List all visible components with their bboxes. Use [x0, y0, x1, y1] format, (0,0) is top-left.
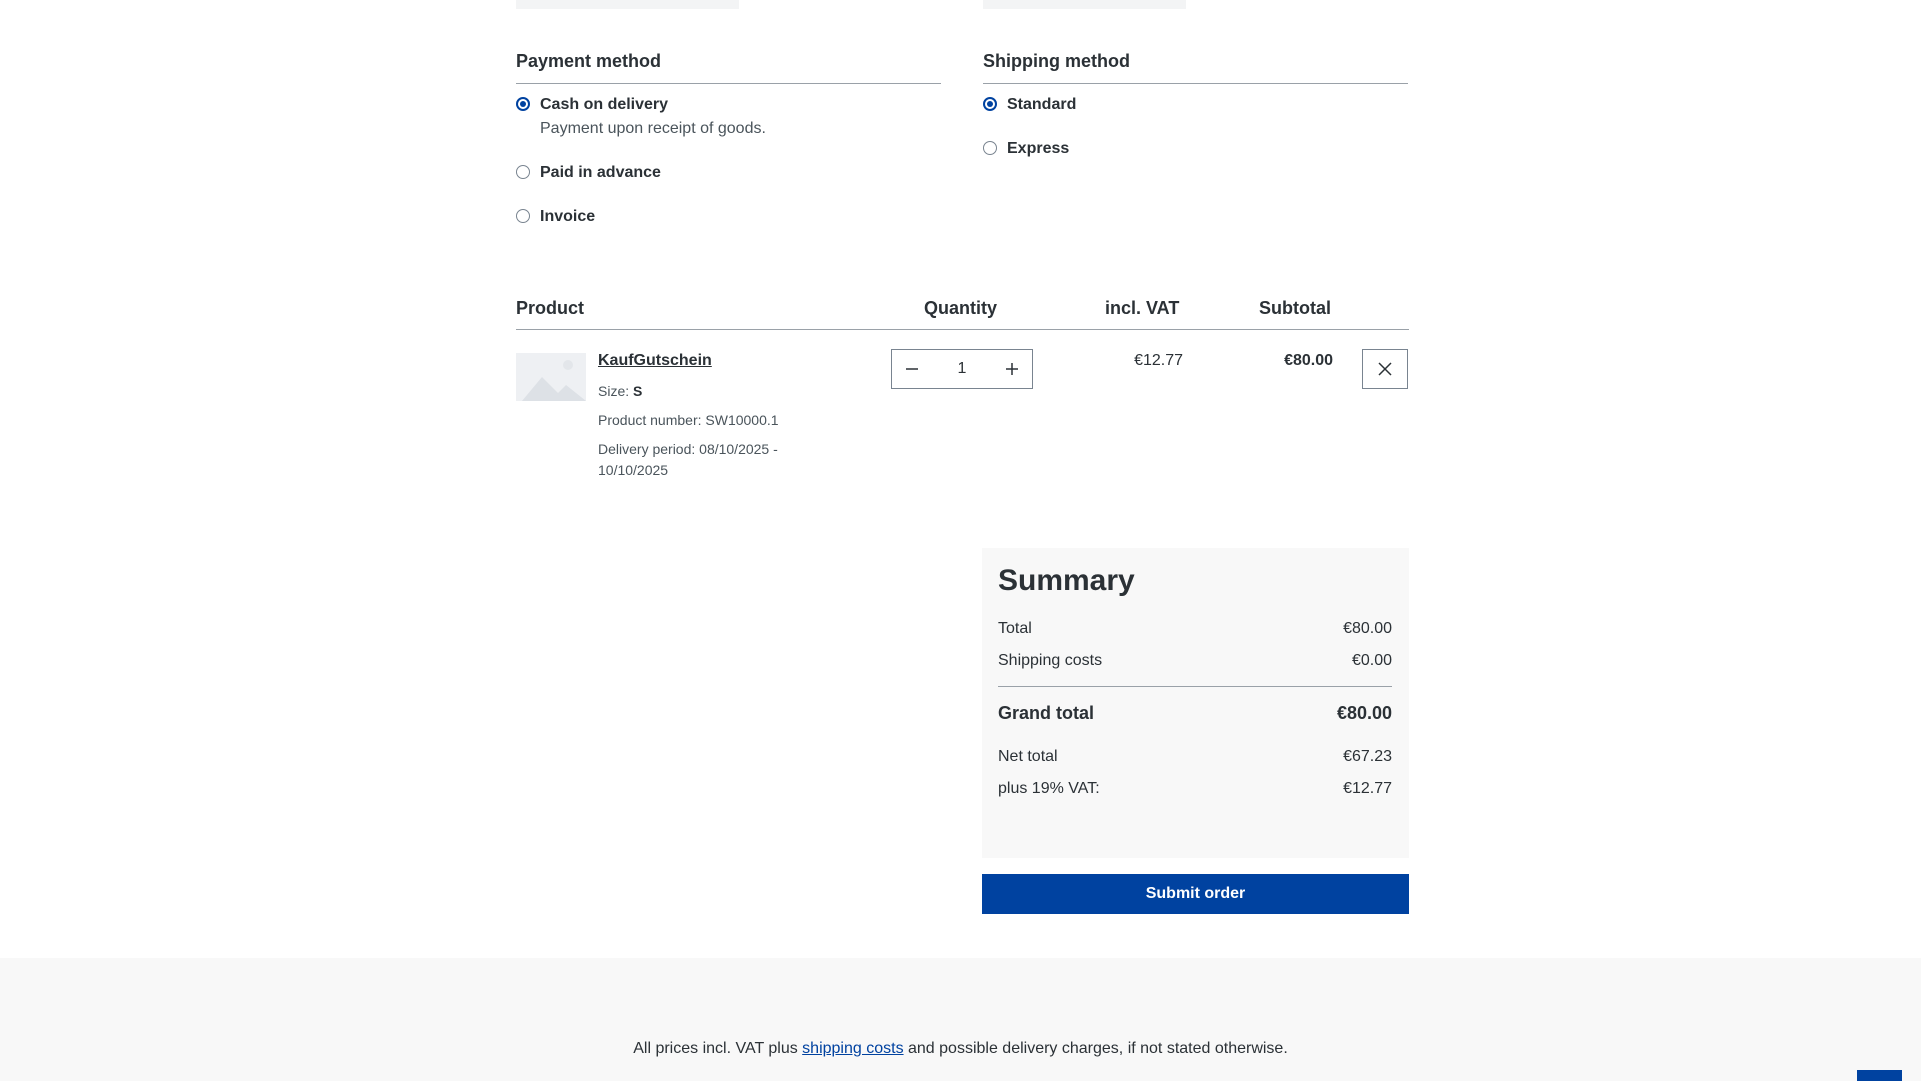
summary-vat-label: plus 19% VAT:: [998, 780, 1100, 797]
footer-text-prefix: All prices incl. VAT plus: [633, 1040, 803, 1057]
delivery-period-line: Delivery period: 08/10/2025 -: [598, 441, 778, 457]
header-vat: incl. VAT: [1105, 298, 1180, 318]
payment-option-label: Paid in advance: [540, 164, 661, 181]
delivery-period-line: 10/10/2025: [598, 462, 669, 478]
summary-vat-value: €12.77: [1343, 780, 1392, 797]
summary-vat-row: [998, 780, 1392, 798]
summary-total-value: €80.00: [1343, 620, 1392, 637]
quantity-value[interactable]: 1: [957, 360, 967, 377]
quantity-stepper[interactable]: [891, 349, 1033, 389]
header-product: Product: [516, 298, 585, 318]
scroll-to-top-button[interactable]: [1857, 1070, 1902, 1081]
image-placeholder-icon: [516, 353, 586, 401]
footer-text-suffix: and possible delivery charges, if not stated otherwise.: [903, 1040, 1288, 1057]
product-image-placeholder[interactable]: [516, 353, 586, 401]
item-subtotal: €80.00: [1284, 352, 1333, 369]
delivery-period: [598, 439, 778, 481]
product-size-value: S: [633, 383, 643, 399]
plus-icon: [1005, 362, 1019, 376]
payment-option-label: Invoice: [540, 208, 596, 225]
radio-express[interactable]: [983, 141, 997, 155]
product-number: Product number: SW10000.1: [598, 412, 779, 428]
summary-shipping-label: Shipping costs: [998, 652, 1103, 669]
summary-grand-total-value: €80.00: [1336, 703, 1392, 723]
product-size: [598, 381, 642, 402]
summary-panel: [982, 548, 1409, 858]
shipping-option-standard[interactable]: [983, 95, 1076, 115]
shipping-costs-link[interactable]: shipping costs: [802, 1040, 904, 1057]
radio-paid-in-advance[interactable]: [516, 165, 530, 179]
input-field-remnant-left: [516, 0, 739, 9]
radio-cash-on-delivery[interactable]: [516, 97, 530, 111]
minus-icon: [905, 362, 919, 376]
cart-header-divider: [516, 329, 1409, 330]
header-quantity: Quantity: [924, 298, 998, 318]
radio-invoice[interactable]: [516, 209, 530, 223]
shipping-option-express[interactable]: [983, 139, 1069, 159]
summary-total-label: Total: [998, 620, 1032, 637]
summary-net-total-row: [998, 748, 1392, 766]
remove-item-button[interactable]: [1362, 349, 1408, 389]
payment-option-description: Payment upon receipt of goods.: [540, 120, 766, 137]
summary-net-total-label: Net total: [998, 748, 1058, 765]
product-size-label: Size:: [598, 383, 630, 399]
item-vat: €12.77: [1134, 352, 1183, 369]
summary-shipping-row: [998, 652, 1392, 670]
shipping-option-label: Standard: [1007, 96, 1077, 113]
payment-method-divider: [516, 83, 941, 84]
decrease-quantity-button[interactable]: [892, 350, 932, 388]
payment-option-paid-in-advance[interactable]: [516, 163, 661, 183]
payment-option-cash-on-delivery[interactable]: [516, 95, 766, 139]
header-subtotal: Subtotal: [1259, 298, 1331, 318]
shipping-method-title: Shipping method: [983, 51, 1130, 71]
radio-standard[interactable]: [983, 97, 997, 111]
shipping-option-label: Express: [1007, 140, 1070, 157]
footer: [0, 958, 1921, 1081]
increase-quantity-button[interactable]: [992, 350, 1032, 388]
summary-grand-total-row: [998, 703, 1392, 724]
shipping-method-divider: [983, 83, 1408, 84]
summary-total-row: [998, 620, 1392, 638]
summary-shipping-value: €0.00: [1351, 652, 1392, 669]
payment-option-invoice[interactable]: [516, 207, 595, 227]
footer-vat-notice: [0, 1040, 1921, 1058]
payment-method-title: Payment method: [516, 51, 662, 71]
payment-option-label: Cash on delivery: [540, 96, 669, 113]
input-field-remnant-right: [983, 0, 1186, 9]
summary-divider: [998, 686, 1392, 687]
close-icon: [1377, 361, 1393, 377]
product-name-link[interactable]: KaufGutschein: [598, 352, 712, 369]
summary-title: Summary: [998, 564, 1135, 597]
submit-order-button[interactable]: Submit order: [982, 874, 1409, 914]
summary-net-total-value: €67.23: [1343, 748, 1392, 765]
summary-grand-total-label: Grand total: [998, 703, 1095, 723]
